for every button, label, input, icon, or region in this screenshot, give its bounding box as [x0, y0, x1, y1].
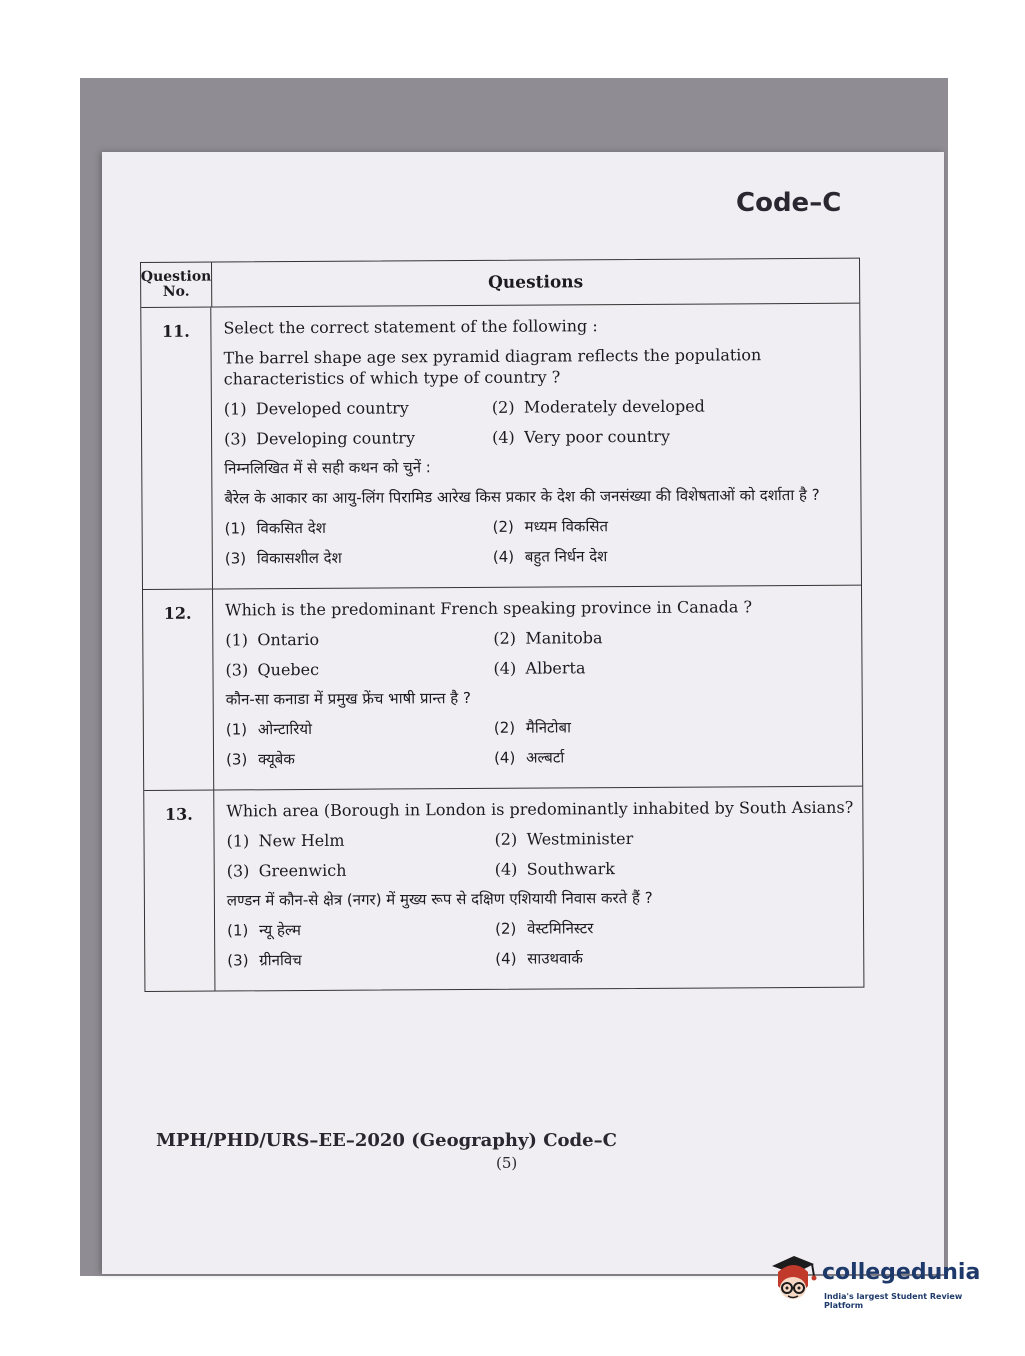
option-3-hindi: (3) ग्रीनविच: [227, 951, 302, 970]
option-4: (4) Alberta: [493, 658, 586, 678]
option-1-hindi: (1) विकसित देश: [224, 518, 326, 538]
option-2: (2) Moderately developed: [491, 396, 705, 417]
option-1-hindi: (1) न्यू हेल्म: [227, 921, 302, 940]
option-3: (3) Quebec: [225, 659, 320, 680]
option-4-hindi: (4) अल्बर्टा: [493, 748, 565, 767]
question-instruction-hindi: निम्नलिखित में से सही कथन को चुनें :: [224, 458, 431, 478]
col-header-questions: Questions: [487, 272, 584, 293]
option-1: (1) Ontario: [225, 629, 320, 650]
question-number: 12.: [143, 590, 214, 790]
option-2-hindi: (2) मैनिटोबा: [493, 718, 571, 737]
table-header: [141, 259, 859, 308]
page-number: (5): [496, 1154, 518, 1172]
question-instruction: Select the correct statement of the following :: [223, 316, 598, 338]
option-1-hindi: (1) ओन्टारियो: [225, 719, 313, 739]
option-3-hindi: (3) क्यूबेक: [225, 750, 295, 769]
collegedunia-logo: [768, 1252, 998, 1318]
option-3: (3) Greenwich: [226, 860, 347, 881]
option-4-hindi: (4) साउथवार्क: [495, 949, 583, 968]
options-hindi: [226, 716, 862, 771]
option-3: (3) Developing country: [224, 428, 416, 449]
brand-name: collegedunia: [822, 1260, 981, 1285]
option-4: (4) Very poor country: [492, 426, 671, 447]
question-table: [140, 258, 864, 992]
option-1: (1) Developed country: [223, 398, 409, 419]
option-4-hindi: (4) बहुत निर्धन देश: [492, 547, 608, 566]
option-2-hindi: (2) वेस्टमिनिस्टर: [495, 919, 594, 938]
options-hindi: [227, 917, 863, 972]
question-body: [211, 304, 861, 589]
question-number: 11.: [141, 308, 213, 589]
col-header-question-no: Question No.: [141, 263, 212, 307]
question-text-hindi: बैरेल के आकार का आयु-लिंग पिरामिड आरेख किस प्रकार के देश की जनसंख्या की विशेषताओं को दर्शाता है ?: [224, 485, 820, 508]
option-2: (2) Westminister: [494, 828, 634, 849]
options-english: [226, 827, 862, 882]
question-text-hindi: लण्डन में कौन-से क्षेत्र (नगर) में मुख्य रूप से दक्षिण एशियायी निवास करते हैं ?: [226, 888, 653, 910]
brand-tagline: India's largest Student Review Platform: [824, 1292, 963, 1310]
question-row-12: [143, 586, 862, 791]
options-hindi: [225, 515, 861, 570]
footer-paper-title: MPH/PHD/URS–EE–2020 (Geography) Code–C: [156, 1130, 617, 1151]
question-number: 13.: [144, 791, 215, 991]
option-3-hindi: (3) विकासशील देश: [224, 548, 342, 568]
question-text: Which is the predominant French speaking province in Canada ?: [225, 597, 753, 620]
question-body: [213, 586, 862, 790]
options-english: [225, 626, 861, 681]
collegedunia-mascot-icon: [768, 1252, 820, 1314]
option-2: (2) Manitoba: [493, 628, 603, 648]
question-row-11: [141, 304, 861, 590]
option-4: (4) Southwark: [494, 859, 615, 879]
option-1: (1) New Helm: [226, 830, 345, 851]
question-row-13: [144, 787, 863, 991]
paper-code: Code–C: [736, 188, 842, 218]
question-body: [214, 787, 863, 991]
question-text: The barrel shape age sex pyramid diagram reflects the population characteristics of which type of country ?: [223, 345, 762, 389]
question-text: Which area (Borough in London is predominantly inhabited by South Asians?: [226, 797, 854, 821]
option-2-hindi: (2) मध्यम विकसित: [492, 517, 609, 536]
question-text-hindi: कौन-सा कनाडा में प्रमुख फ्रेंच भाषी प्रान्त है ?: [225, 688, 472, 709]
options-english: [224, 395, 860, 450]
